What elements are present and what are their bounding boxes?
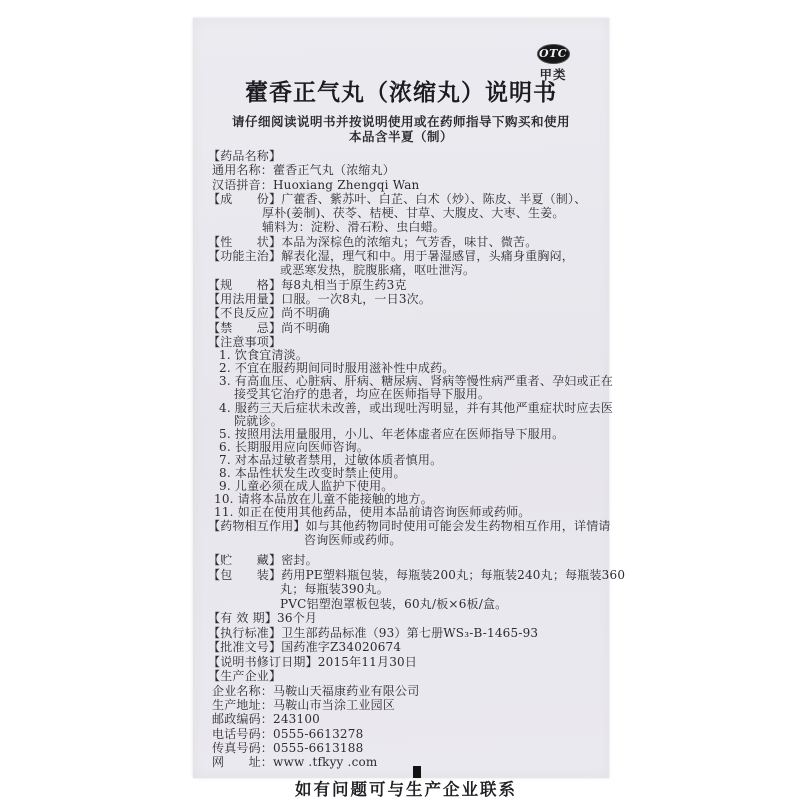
read-notice-line1: 请仔细阅读说明书并按说明使用或在药师指导下购买和使用 — [231, 114, 570, 129]
pinyin-line: 汉语拼音：Huoxiang Zhengqi Wan — [212, 177, 420, 192]
registration-print-mark — [413, 766, 421, 778]
spec-line: 【规 格】每8丸相当于原生药3克 — [208, 277, 407, 292]
note-item-10: 10. 请将本品放在儿童不能接触的地方。 — [214, 492, 433, 507]
note-item-9: 9. 儿童必须在成人监护下使用。 — [219, 479, 394, 494]
phone-line: 电话号码：0555-6613278 — [212, 726, 364, 741]
section-interaction — [208, 519, 611, 548]
taboo-line: 【禁 忌】尚不明确 — [208, 320, 331, 335]
note-item-4-cont: 院就诊。 — [234, 413, 283, 428]
postcode-line: 邮政编码：243100 — [212, 712, 321, 727]
package-line-1: 【包 装】药用PE塑料瓶包装，每瓶装200丸；每瓶装240丸；每瓶装360 — [208, 567, 626, 582]
note-item-6: 6. 长期服用应向医师咨询。 — [219, 439, 370, 454]
read-notice-line2: 本品含半夏（制） — [348, 129, 453, 144]
usage-line: 【用法用量】口服。一次8丸，一日3次。 — [208, 291, 432, 306]
note-item-11: 11. 如正在使用其他药品，使用本品前请咨询医师或药师。 — [214, 505, 531, 520]
fax-line: 传真号码：0555-6613188 — [212, 740, 364, 755]
otc-logo-icon: OTC — [537, 44, 570, 64]
validity-line: 【有 效 期】36个月 — [208, 611, 318, 626]
section-manufacturer — [208, 669, 604, 769]
approval-number-line: 【批准文号】国药准字Z34020674 — [208, 640, 402, 655]
section-upper — [208, 149, 604, 349]
package-line-3: PVC铝塑泡罩板包装，60丸/板×6板/盒。 — [280, 596, 508, 611]
ingredients-line-1: 【成 份】广藿香、紫苏叶、白芷、白术（炒）、陈皮、半夏（制）、 — [208, 191, 587, 206]
leaflet-body — [208, 149, 626, 800]
page-title: 藿香正气丸（浓缩丸）说明书 — [245, 80, 557, 106]
storage-line: 【贮 藏】密封。 — [208, 553, 318, 568]
footer-contact-line: 如有问题可与生产企业联系 — [295, 780, 517, 800]
standard-line: 【执行标准】卫生部药品标准（93）第七册WS₃-B-1465-93 — [208, 625, 539, 640]
interaction-line-2: 咨询医师或药师。 — [304, 533, 402, 548]
note-item-8: 8. 本品性状发生改变时禁止使用。 — [219, 466, 406, 480]
package-line-2: 丸；每瓶装390丸。 — [280, 582, 389, 597]
note-item-5: 5. 按照用法用量服用，小儿、年老体虚者应在医师指导下服用。 — [219, 426, 565, 441]
section-notes — [208, 348, 614, 520]
ingredients-line-2: 厚朴(姜制)、茯苓、桔梗、甘草、大腹皮、大枣、生姜。 — [262, 206, 565, 221]
otc-class-label: 甲类 — [539, 67, 567, 82]
properties-line: 【性 状】本品为深棕色的浓缩丸；气芳香，味甘、微苦。 — [208, 234, 538, 249]
functions-line-2: 或恶寒发热，脘腹胀痛，呕吐泄泻。 — [280, 263, 476, 278]
section-lower — [208, 553, 626, 669]
website-line: 网 址：www .tfkyy .com — [212, 755, 378, 770]
manufacturer-label: 【生产企业】 — [208, 669, 282, 684]
company-address-line: 生产地址：马鞍山市当涂工业园区 — [212, 697, 396, 712]
note-item-3-cont: 接受其它治疗的患者，均应在医师指导下服用。 — [234, 387, 491, 402]
company-name-line: 企业名称：马鞍山天福康药业有限公司 — [212, 683, 420, 698]
note-item-7: 7. 对本品过敏者禁用，过敏体质者慎用。 — [219, 452, 443, 467]
revision-date-line: 【说明书修订日期】2015年11月30日 — [208, 654, 418, 669]
drug-name-label: 【药品名称】 — [208, 149, 282, 163]
adverse-reaction-line: 【不良反应】尚不明确 — [208, 306, 331, 321]
leaflet-paper — [193, 18, 626, 800]
otc-mark — [534, 44, 572, 83]
interaction-line-1: 【药物相互作用】如与其他药物同时使用可能会发生药物相互作用，详情请 — [208, 519, 611, 534]
note-item-2: 2. 不宜在服药期间同时服用滋补性中成药。 — [219, 361, 455, 376]
ingredients-line-3: 辅料为：淀粉、滑石粉、虫白蜡。 — [262, 220, 446, 235]
notes-label: 【注意事项】 — [208, 334, 282, 349]
generic-name-line: 通用名称：藿香正气丸（浓缩丸） — [212, 163, 396, 178]
note-item-4: 4. 服药三天后症状未改善，或出现吐泻明显，并有其他严重症状时应去医 — [219, 400, 614, 415]
note-item-1: 1. 饮食宜清淡。 — [219, 348, 309, 363]
functions-line-1: 【功能主治】解表化湿，理气和中。用于暑湿感冒，头痛身重胸闷， — [208, 249, 575, 264]
note-item-3: 3. 有高血压、心脏病、肝病、糖尿病、肾病等慢性病严重者、孕妇或正在 — [219, 374, 614, 389]
